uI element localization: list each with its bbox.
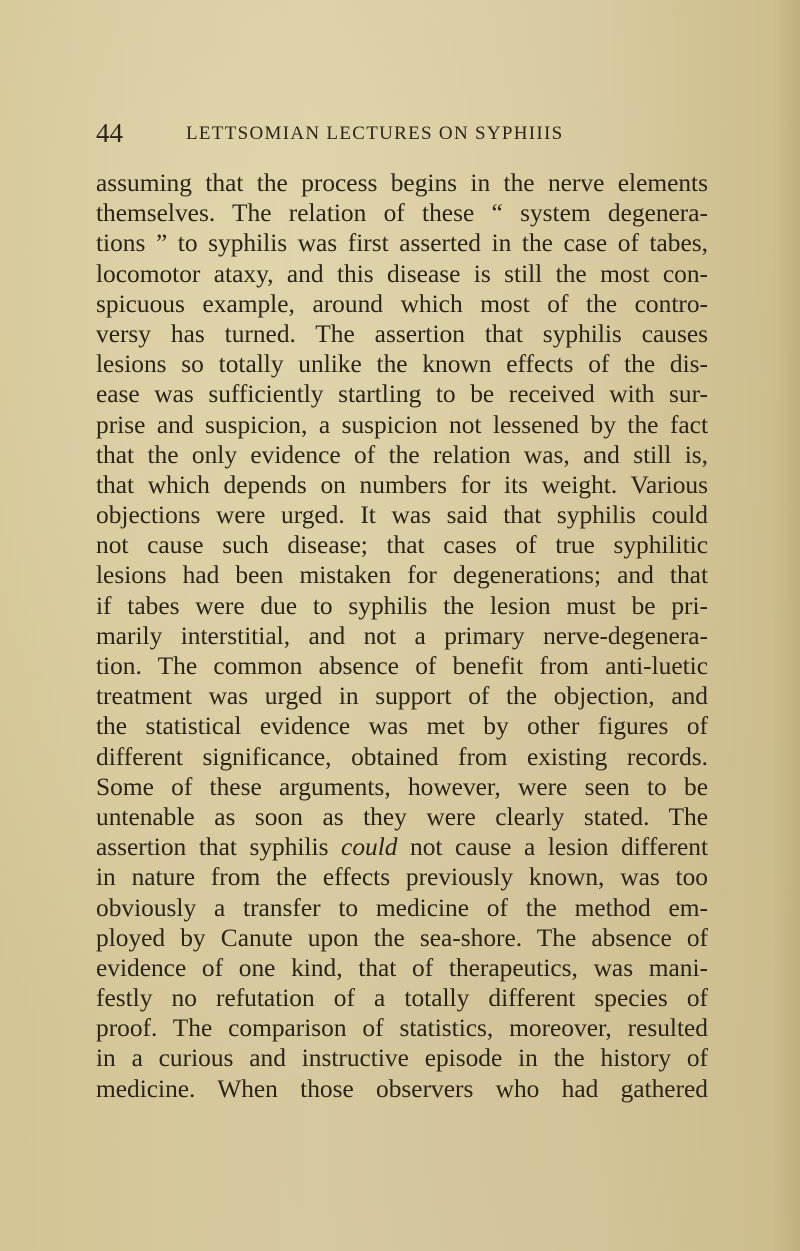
text-line: obviously a transfer to medicine of the method em-: [96, 893, 708, 922]
page-number: 44: [96, 118, 123, 148]
text-line: that which depends on numbers for its weight. Various: [96, 470, 708, 499]
text-line: festly no refutation of a totally different species of: [96, 984, 708, 1013]
text-line: ployed by Canute upon the sea-shore. The absence of: [96, 923, 708, 952]
text-line: if tabes were due to syphilis the lesion must be pri-: [96, 591, 708, 620]
text-line: the statistical evidence was met by other figures of: [96, 712, 708, 741]
text-line: tions ” to syphilis was first asserted in the case of tabes,: [96, 229, 708, 258]
text-line: different significance, obtained from existing records.: [96, 742, 708, 771]
text-line: prise and suspicion, a suspicion not lessened by the fact: [96, 410, 708, 439]
text-segment: not cause a lesion different: [397, 833, 708, 862]
text-line: untenable as soon as they were clearly stated. The: [96, 802, 708, 831]
running-head: [96, 118, 716, 148]
text-line: that the only evidence of the relation was, and still is,: [96, 440, 708, 469]
italic-emphasis: could: [341, 833, 398, 862]
text-line: in nature from the effects previously known, was too: [96, 863, 708, 892]
text-line: proof. The comparison of statistics, moreover, resulted: [96, 1014, 708, 1043]
text-line: evidence of one kind, that of therapeutics, was mani-: [96, 953, 708, 982]
text-segment: assertion that syphilis: [96, 833, 342, 862]
text-line: lesions so totally unlike the known effects of the dis-: [96, 350, 708, 379]
running-head-title: LETTSOMIAN LECTURES ON SYPHIIIS: [186, 123, 564, 144]
body-paragraph: [96, 168, 708, 1104]
text-line: ease was sufficiently startling to be received with sur-: [96, 380, 708, 409]
text-line: tion. The common absence of benefit from anti-luetic: [96, 652, 708, 680]
text-line: locomotor ataxy, and this disease is still the most con-: [96, 259, 708, 288]
text-line: versy has turned. The assertion that syphilis causes: [96, 319, 708, 348]
text-line: spicuous example, around which most of the contro-: [96, 289, 708, 318]
text-line: lesions had been mistaken for degenerations; and that: [96, 561, 708, 590]
text-line-with-italic: [96, 832, 708, 862]
text-line: assuming that the process begins in the nerve elements: [96, 169, 708, 197]
text-line: marily interstitial, and not a primary nerve-degenera-: [96, 621, 708, 650]
text-line: objections were urged. It was said that syphilis could: [96, 501, 708, 530]
text-line: not cause such disease; that cases of true syphilitic: [96, 531, 708, 560]
text-line: Some of these arguments, however, were seen to be: [96, 772, 708, 801]
text-line: treatment was urged in support of the objection, and: [96, 682, 708, 711]
page-edge-shadow: [772, 0, 800, 1251]
text-line: in a curious and instructive episode in the history of: [96, 1044, 708, 1073]
text-line: medicine. When those observers who had gathered: [96, 1074, 708, 1103]
text-line: themselves. The relation of these “ system degenera-: [96, 199, 708, 228]
